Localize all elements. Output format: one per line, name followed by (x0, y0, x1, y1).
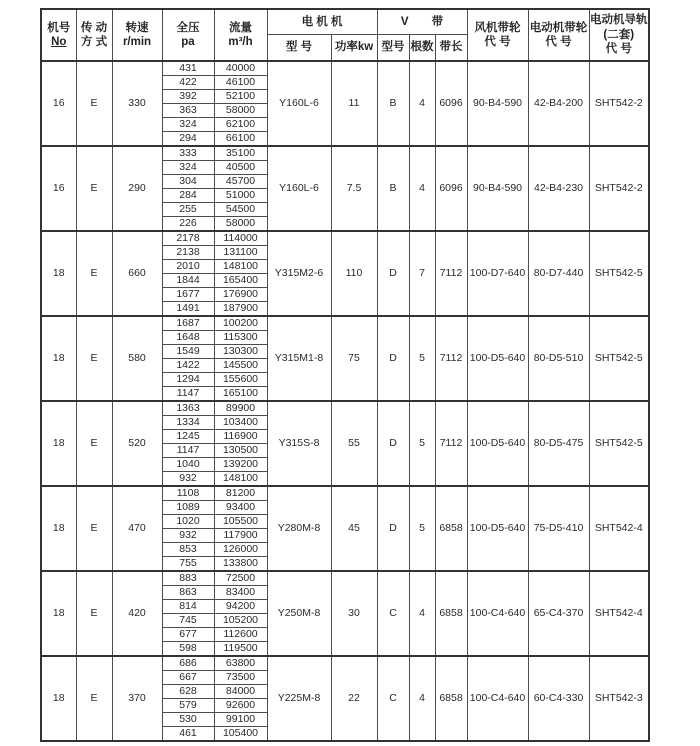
flow-cell: 133800 (214, 557, 267, 572)
motor-pulley-cell: 80-D7-440 (528, 231, 589, 316)
flow-cell: 72500 (214, 571, 267, 586)
fan-pulley-cell: 90-B4-590 (467, 146, 528, 231)
vbelt-count-cell: 5 (409, 486, 435, 571)
pressure-cell: 2138 (162, 246, 214, 260)
vbelt-length-cell: 6096 (435, 146, 467, 231)
motor-pulley-cell: 75-D5-410 (528, 486, 589, 571)
flow-cell: 114000 (214, 231, 267, 246)
motor-model-cell: Y315M1-8 (267, 316, 331, 401)
machine-no-cell: 18 (41, 656, 76, 741)
flow-cell: 116900 (214, 430, 267, 444)
drive-mode-cell: E (76, 146, 112, 231)
motor-rail-cell: SHT542-5 (589, 401, 649, 486)
spec-table (40, 8, 650, 742)
pressure-cell: 1108 (162, 486, 214, 501)
header-vbelt-length: 带长 (435, 35, 467, 62)
flow-cell: 126000 (214, 543, 267, 557)
table-row (41, 656, 649, 671)
pressure-cell: 1648 (162, 331, 214, 345)
machine-no-cell: 16 (41, 61, 76, 146)
pressure-cell: 284 (162, 189, 214, 203)
pressure-cell: 294 (162, 132, 214, 147)
table-row (41, 571, 649, 586)
drive-mode-cell: E (76, 401, 112, 486)
flow-cell: 105200 (214, 614, 267, 628)
speed-cell: 470 (112, 486, 162, 571)
drive-mode-cell: E (76, 61, 112, 146)
flow-cell: 117900 (214, 529, 267, 543)
flow-cell: 176900 (214, 288, 267, 302)
flow-cell: 112600 (214, 628, 267, 642)
pressure-cell: 579 (162, 699, 214, 713)
pressure-cell: 1040 (162, 458, 214, 472)
flow-cell: 148100 (214, 472, 267, 487)
flow-cell: 54500 (214, 203, 267, 217)
speed-cell: 660 (112, 231, 162, 316)
flow-cell: 187900 (214, 302, 267, 317)
header-vbelt-model: 型号 (377, 35, 409, 62)
flow-cell: 52100 (214, 90, 267, 104)
vbelt-count-cell: 4 (409, 656, 435, 741)
flow-cell: 103400 (214, 416, 267, 430)
flow-cell: 66100 (214, 132, 267, 147)
motor-rail-cell: SHT542-2 (589, 61, 649, 146)
header-machine-no (41, 9, 76, 61)
motor-pulley-cell: 42-B4-200 (528, 61, 589, 146)
motor-model-cell: Y160L-6 (267, 61, 331, 146)
pressure-cell: 1294 (162, 373, 214, 387)
header-motor-power: 功率kw (331, 35, 377, 62)
pressure-cell: 598 (162, 642, 214, 657)
motor-rail-cell: SHT542-5 (589, 316, 649, 401)
pressure-cell: 422 (162, 76, 214, 90)
vbelt-model-cell: C (377, 571, 409, 656)
machine-no-cell: 18 (41, 486, 76, 571)
header-fan-pulley: 风机带轮 代 号 (467, 9, 528, 61)
vbelt-model-cell: C (377, 656, 409, 741)
vbelt-length-cell: 7112 (435, 231, 467, 316)
motor-rail-cell: SHT542-4 (589, 571, 649, 656)
pressure-cell: 1334 (162, 416, 214, 430)
pressure-cell: 932 (162, 472, 214, 487)
pressure-cell: 1677 (162, 288, 214, 302)
pressure-cell: 1422 (162, 359, 214, 373)
table-row (41, 146, 649, 161)
speed-cell: 290 (112, 146, 162, 231)
motor-pulley-cell: 65-C4-370 (528, 571, 589, 656)
machine-no-cell: 16 (41, 146, 76, 231)
header-vbelt-count: 根数 (409, 35, 435, 62)
flow-cell: 100200 (214, 316, 267, 331)
flow-cell: 139200 (214, 458, 267, 472)
table-row (41, 316, 649, 331)
flow-cell: 119500 (214, 642, 267, 657)
motor-pulley-cell: 80-D5-510 (528, 316, 589, 401)
pressure-cell: 628 (162, 685, 214, 699)
flow-cell: 58000 (214, 217, 267, 232)
vbelt-count-cell: 4 (409, 146, 435, 231)
vbelt-length-cell: 6858 (435, 656, 467, 741)
vbelt-model-cell: B (377, 61, 409, 146)
pressure-cell: 226 (162, 217, 214, 232)
pressure-cell: 1491 (162, 302, 214, 317)
pressure-cell: 324 (162, 161, 214, 175)
flow-cell: 89900 (214, 401, 267, 416)
header-machine-no-zh: 机号 (47, 21, 71, 34)
flow-cell: 46100 (214, 76, 267, 90)
drive-mode-cell: E (76, 656, 112, 741)
pressure-cell: 1147 (162, 387, 214, 402)
flow-cell: 148100 (214, 260, 267, 274)
motor-rail-cell: SHT542-2 (589, 146, 649, 231)
flow-cell: 131100 (214, 246, 267, 260)
flow-cell: 83400 (214, 586, 267, 600)
drive-mode-cell: E (76, 316, 112, 401)
motor-rail-cell: SHT542-3 (589, 656, 649, 741)
motor-pulley-cell: 42-B4-230 (528, 146, 589, 231)
pressure-cell: 883 (162, 571, 214, 586)
motor-power-cell: 110 (331, 231, 377, 316)
vbelt-count-cell: 7 (409, 231, 435, 316)
motor-power-cell: 55 (331, 401, 377, 486)
pressure-cell: 814 (162, 600, 214, 614)
header-motor-pulley: 电动机带轮 代 号 (528, 9, 589, 61)
speed-cell: 330 (112, 61, 162, 146)
pressure-cell: 461 (162, 727, 214, 742)
motor-model-cell: Y280M-8 (267, 486, 331, 571)
pressure-cell: 1020 (162, 515, 214, 529)
machine-no-cell: 18 (41, 401, 76, 486)
vbelt-count-cell: 5 (409, 316, 435, 401)
flow-cell: 130500 (214, 444, 267, 458)
motor-power-cell: 45 (331, 486, 377, 571)
flow-cell: 62100 (214, 118, 267, 132)
header-vbelt-group: V 带 (377, 9, 467, 35)
vbelt-model-cell: D (377, 401, 409, 486)
header-motor-group: 电 机 机 (267, 9, 377, 35)
vbelt-model-cell: D (377, 316, 409, 401)
pressure-cell: 255 (162, 203, 214, 217)
fan-pulley-cell: 100-D7-640 (467, 231, 528, 316)
flow-cell: 99100 (214, 713, 267, 727)
flow-cell: 94200 (214, 600, 267, 614)
table-header (41, 9, 649, 61)
pressure-cell: 677 (162, 628, 214, 642)
flow-cell: 63800 (214, 656, 267, 671)
fan-pulley-cell: 100-D5-640 (467, 486, 528, 571)
flow-cell: 40000 (214, 61, 267, 76)
fan-pulley-cell: 100-C4-640 (467, 571, 528, 656)
pressure-cell: 1147 (162, 444, 214, 458)
header-speed: 转速 r/min (112, 9, 162, 61)
flow-cell: 145500 (214, 359, 267, 373)
pressure-cell: 431 (162, 61, 214, 76)
pressure-cell: 304 (162, 175, 214, 189)
speed-cell: 520 (112, 401, 162, 486)
pressure-cell: 863 (162, 586, 214, 600)
pressure-cell: 392 (162, 90, 214, 104)
flow-cell: 45700 (214, 175, 267, 189)
pressure-cell: 745 (162, 614, 214, 628)
pressure-cell: 363 (162, 104, 214, 118)
motor-power-cell: 30 (331, 571, 377, 656)
pressure-cell: 530 (162, 713, 214, 727)
flow-cell: 84000 (214, 685, 267, 699)
motor-pulley-cell: 60-C4-330 (528, 656, 589, 741)
machine-no-cell: 18 (41, 571, 76, 656)
fan-pulley-cell: 100-C4-640 (467, 656, 528, 741)
motor-rail-cell: SHT542-4 (589, 486, 649, 571)
pressure-cell: 1363 (162, 401, 214, 416)
flow-cell: 155600 (214, 373, 267, 387)
pressure-cell: 686 (162, 656, 214, 671)
motor-model-cell: Y225M-8 (267, 656, 331, 741)
motor-power-cell: 7.5 (331, 146, 377, 231)
pressure-cell: 1549 (162, 345, 214, 359)
motor-power-cell: 22 (331, 656, 377, 741)
pressure-cell: 1687 (162, 316, 214, 331)
flow-cell: 35100 (214, 146, 267, 161)
table-row (41, 401, 649, 416)
drive-mode-cell: E (76, 571, 112, 656)
pressure-cell: 667 (162, 671, 214, 685)
vbelt-length-cell: 7112 (435, 401, 467, 486)
flow-cell: 81200 (214, 486, 267, 501)
header-drive-mode: 传 动 方 式 (76, 9, 112, 61)
pressure-cell: 333 (162, 146, 214, 161)
vbelt-length-cell: 7112 (435, 316, 467, 401)
machine-no-cell: 18 (41, 231, 76, 316)
header-motor-rail: 电动机导轨 (二套) 代 号 (589, 9, 649, 61)
speed-cell: 370 (112, 656, 162, 741)
motor-model-cell: Y160L-6 (267, 146, 331, 231)
pressure-cell: 1245 (162, 430, 214, 444)
table-body (41, 61, 649, 741)
drive-mode-cell: E (76, 486, 112, 571)
pressure-cell: 1844 (162, 274, 214, 288)
motor-rail-cell: SHT542-5 (589, 231, 649, 316)
speed-cell: 420 (112, 571, 162, 656)
header-motor-model: 型 号 (267, 35, 331, 62)
machine-no-cell: 18 (41, 316, 76, 401)
flow-cell: 115300 (214, 331, 267, 345)
fan-pulley-cell: 100-D5-640 (467, 401, 528, 486)
vbelt-count-cell: 5 (409, 401, 435, 486)
motor-pulley-cell: 80-D5-475 (528, 401, 589, 486)
vbelt-length-cell: 6096 (435, 61, 467, 146)
flow-cell: 51000 (214, 189, 267, 203)
pressure-cell: 2010 (162, 260, 214, 274)
pressure-cell: 755 (162, 557, 214, 572)
vbelt-count-cell: 4 (409, 61, 435, 146)
fan-pulley-cell: 90-B4-590 (467, 61, 528, 146)
motor-power-cell: 11 (331, 61, 377, 146)
pressure-cell: 324 (162, 118, 214, 132)
table-row (41, 61, 649, 76)
flow-cell: 40500 (214, 161, 267, 175)
flow-cell: 105500 (214, 515, 267, 529)
motor-model-cell: Y315M2-6 (267, 231, 331, 316)
motor-model-cell: Y250M-8 (267, 571, 331, 656)
vbelt-length-cell: 6858 (435, 571, 467, 656)
speed-cell: 580 (112, 316, 162, 401)
flow-cell: 105400 (214, 727, 267, 742)
vbelt-model-cell: D (377, 231, 409, 316)
header-pressure: 全压 pa (162, 9, 214, 61)
header-machine-no-en: No (51, 36, 67, 48)
pressure-cell: 932 (162, 529, 214, 543)
flow-cell: 165400 (214, 274, 267, 288)
header-flow: 流量 m³/h (214, 9, 267, 61)
motor-model-cell: Y315S-8 (267, 401, 331, 486)
pressure-cell: 1089 (162, 501, 214, 515)
table-row (41, 231, 649, 246)
flow-cell: 92600 (214, 699, 267, 713)
vbelt-model-cell: B (377, 146, 409, 231)
vbelt-model-cell: D (377, 486, 409, 571)
vbelt-length-cell: 6858 (435, 486, 467, 571)
fan-pulley-cell: 100-D5-640 (467, 316, 528, 401)
pressure-cell: 2178 (162, 231, 214, 246)
vbelt-count-cell: 4 (409, 571, 435, 656)
flow-cell: 58000 (214, 104, 267, 118)
flow-cell: 73500 (214, 671, 267, 685)
flow-cell: 130300 (214, 345, 267, 359)
pressure-cell: 853 (162, 543, 214, 557)
table-row (41, 486, 649, 501)
flow-cell: 93400 (214, 501, 267, 515)
motor-power-cell: 75 (331, 316, 377, 401)
flow-cell: 165100 (214, 387, 267, 402)
drive-mode-cell: E (76, 231, 112, 316)
